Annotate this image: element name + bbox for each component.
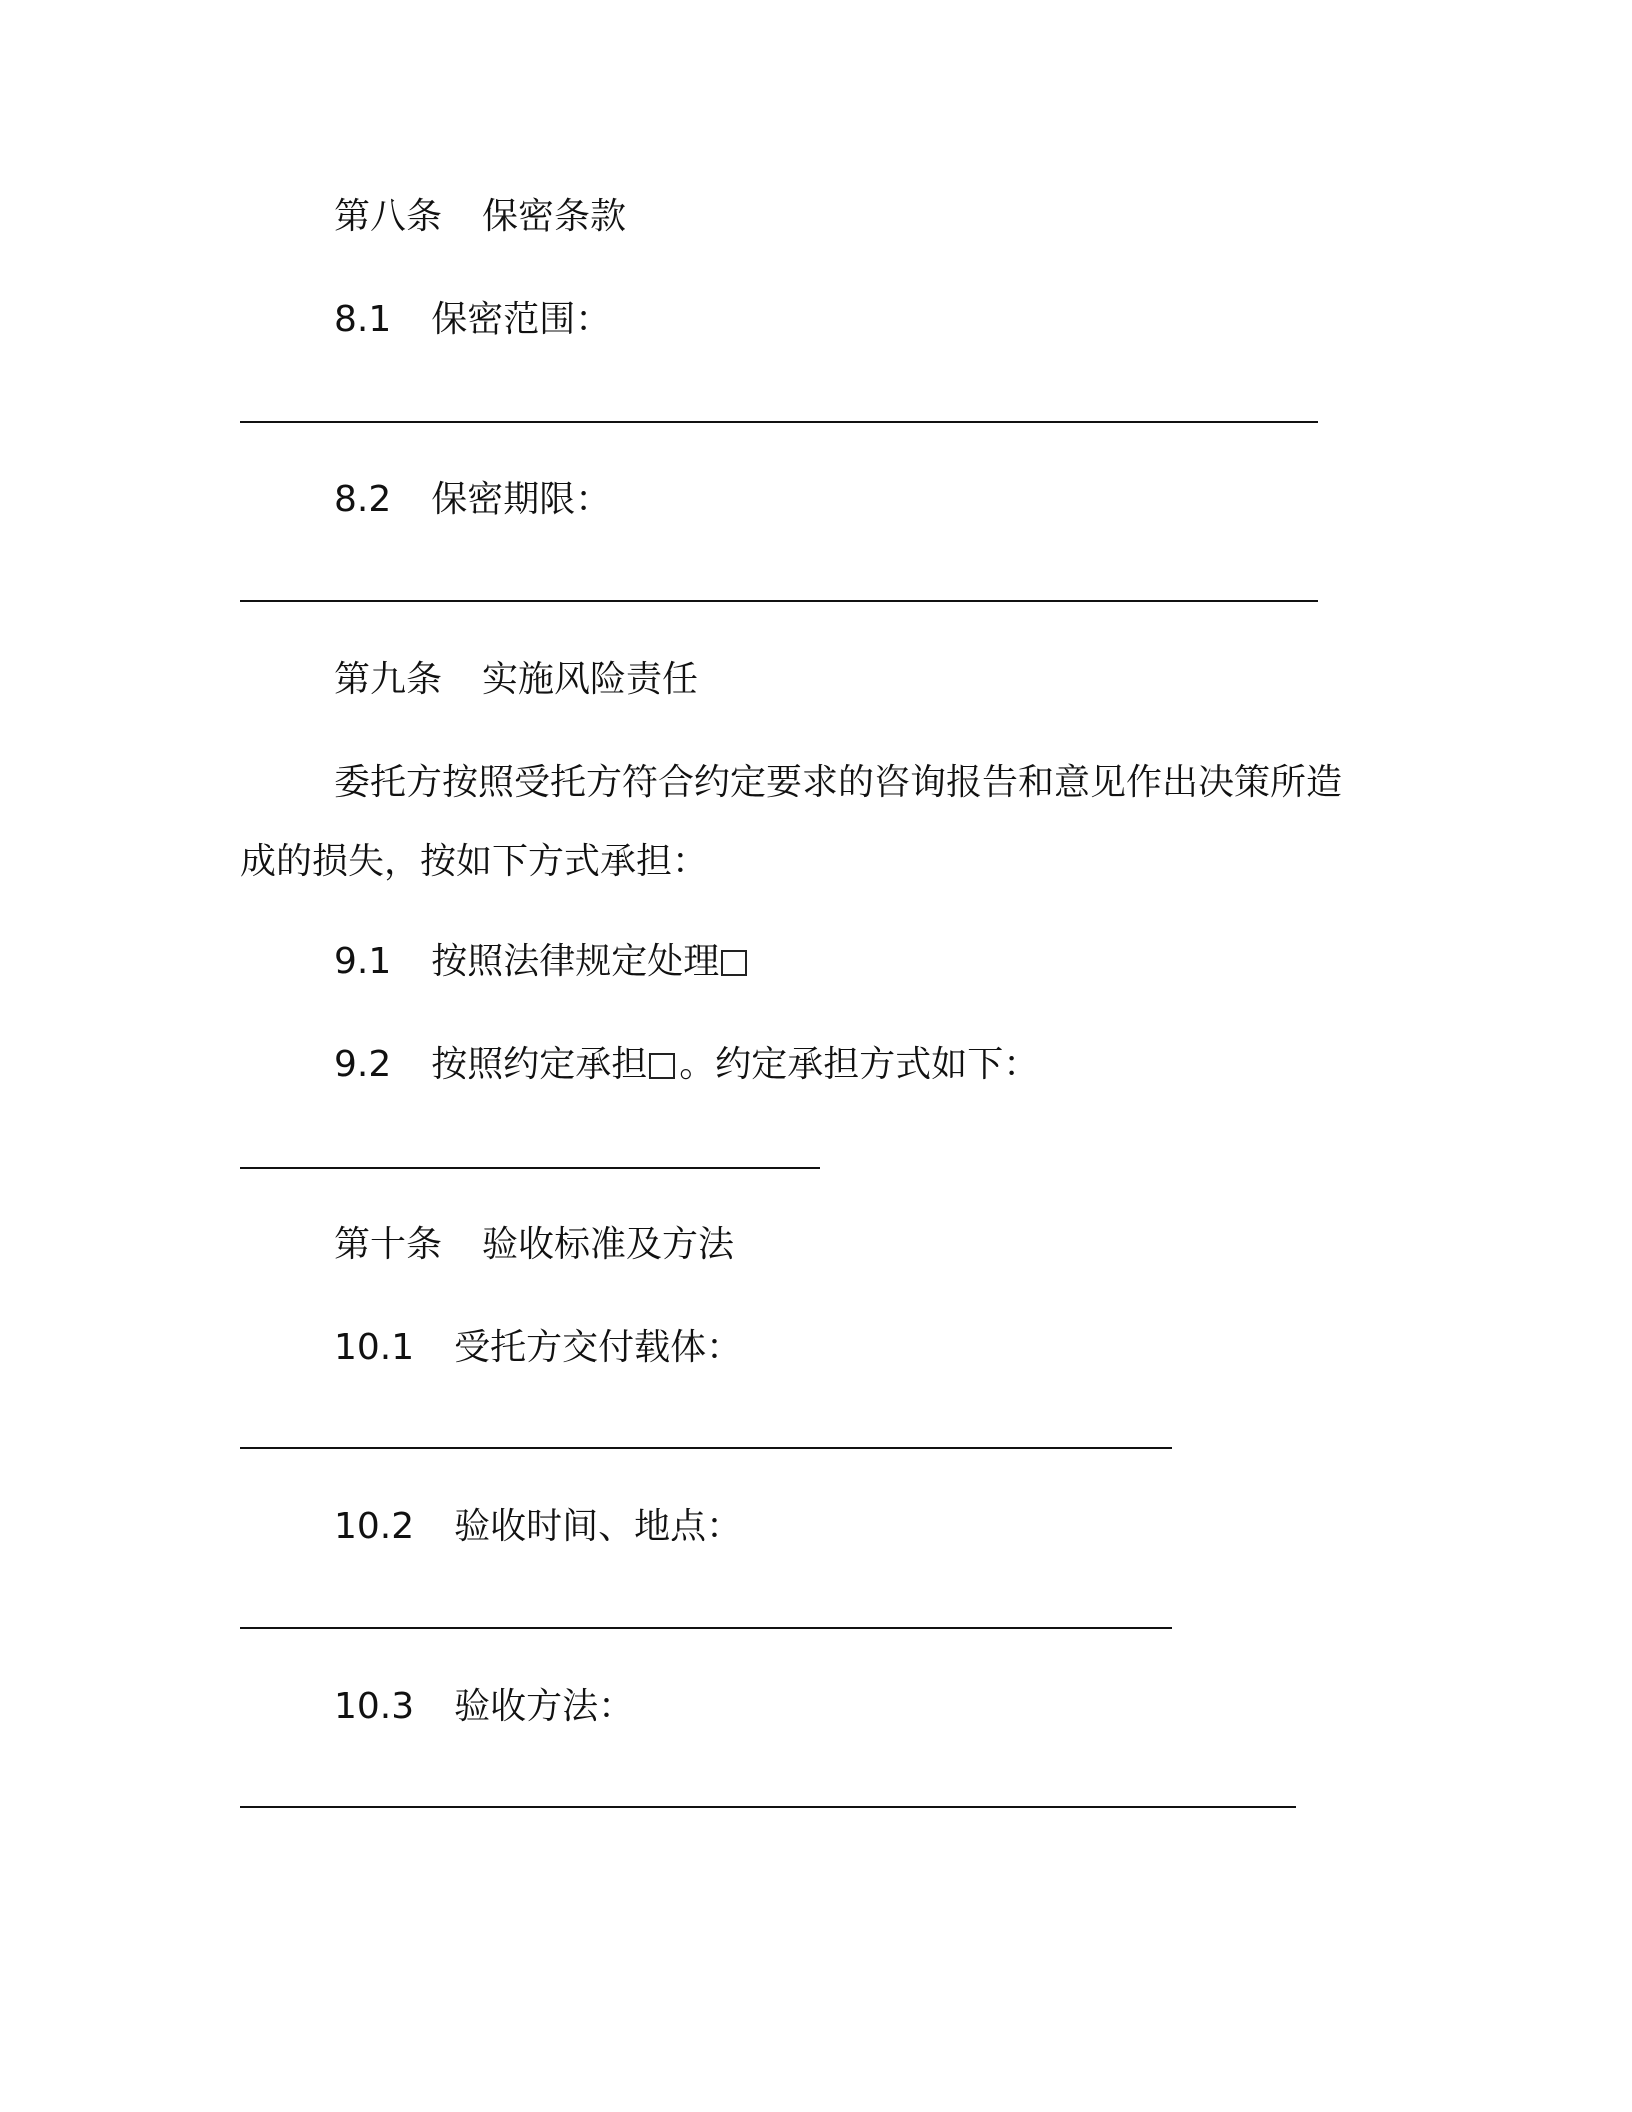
clause-8-1 — [334, 296, 611, 344]
article-9-title: 实施风险责任 — [482, 659, 699, 700]
clause-10-1-number: 10.1 — [334, 1327, 415, 1368]
article-8-heading — [334, 193, 626, 241]
clause-9-2-label-before: 按照约定承担 — [431, 1044, 648, 1085]
blank-fill-line-8-1[interactable] — [240, 421, 1318, 423]
clause-8-1-label: 保密范围： — [431, 299, 612, 340]
blank-fill-line-8-2[interactable] — [240, 600, 1318, 602]
clause-8-1-number: 8.1 — [334, 299, 392, 340]
blank-fill-line-10-2[interactable] — [240, 1627, 1172, 1629]
article-8-number: 第八条 — [334, 196, 443, 237]
clause-9-1-number: 9.1 — [334, 941, 392, 982]
clause-10-1 — [334, 1324, 742, 1372]
article-9-paragraph-line-2: 成的损失，按如下方式承担： — [240, 841, 709, 882]
clause-10-1-label: 受托方交付载体： — [454, 1327, 743, 1368]
clause-9-2-label-after: 。约定承担方式如下： — [679, 1044, 1040, 1085]
clause-10-3-label: 验收方法： — [454, 1686, 635, 1727]
clause-9-2-number: 9.2 — [334, 1044, 392, 1085]
clause-9-1-checkbox[interactable] — [721, 950, 747, 976]
clause-8-2-label: 保密期限： — [431, 479, 612, 520]
clause-9-2-checkbox[interactable] — [649, 1053, 675, 1079]
article-10-heading — [334, 1221, 734, 1269]
clause-8-2 — [334, 476, 611, 524]
blank-fill-line-10-3[interactable] — [240, 1806, 1296, 1808]
clause-8-2-number: 8.2 — [334, 479, 392, 520]
clause-9-1 — [334, 938, 751, 986]
blank-fill-line-10-1[interactable] — [240, 1447, 1172, 1449]
article-10-number: 第十条 — [334, 1224, 443, 1265]
clause-10-3 — [334, 1683, 634, 1731]
clause-10-2-label: 验收时间、地点： — [454, 1506, 743, 1547]
article-8-title: 保密条款 — [482, 196, 627, 237]
article-10-title: 验收标准及方法 — [482, 1224, 735, 1265]
article-9-number: 第九条 — [334, 659, 443, 700]
clause-10-2 — [334, 1503, 742, 1551]
clause-9-2 — [334, 1041, 1039, 1089]
clause-9-1-label: 按照法律规定处理 — [431, 941, 720, 982]
article-9-heading — [334, 656, 698, 704]
blank-fill-line-9-2[interactable] — [240, 1167, 820, 1169]
clause-10-2-number: 10.2 — [334, 1506, 415, 1547]
article-9-paragraph-line-1: 委托方按照受托方符合约定要求的咨询报告和意见作出决策所造 — [334, 762, 1343, 803]
clause-10-3-number: 10.3 — [334, 1686, 415, 1727]
